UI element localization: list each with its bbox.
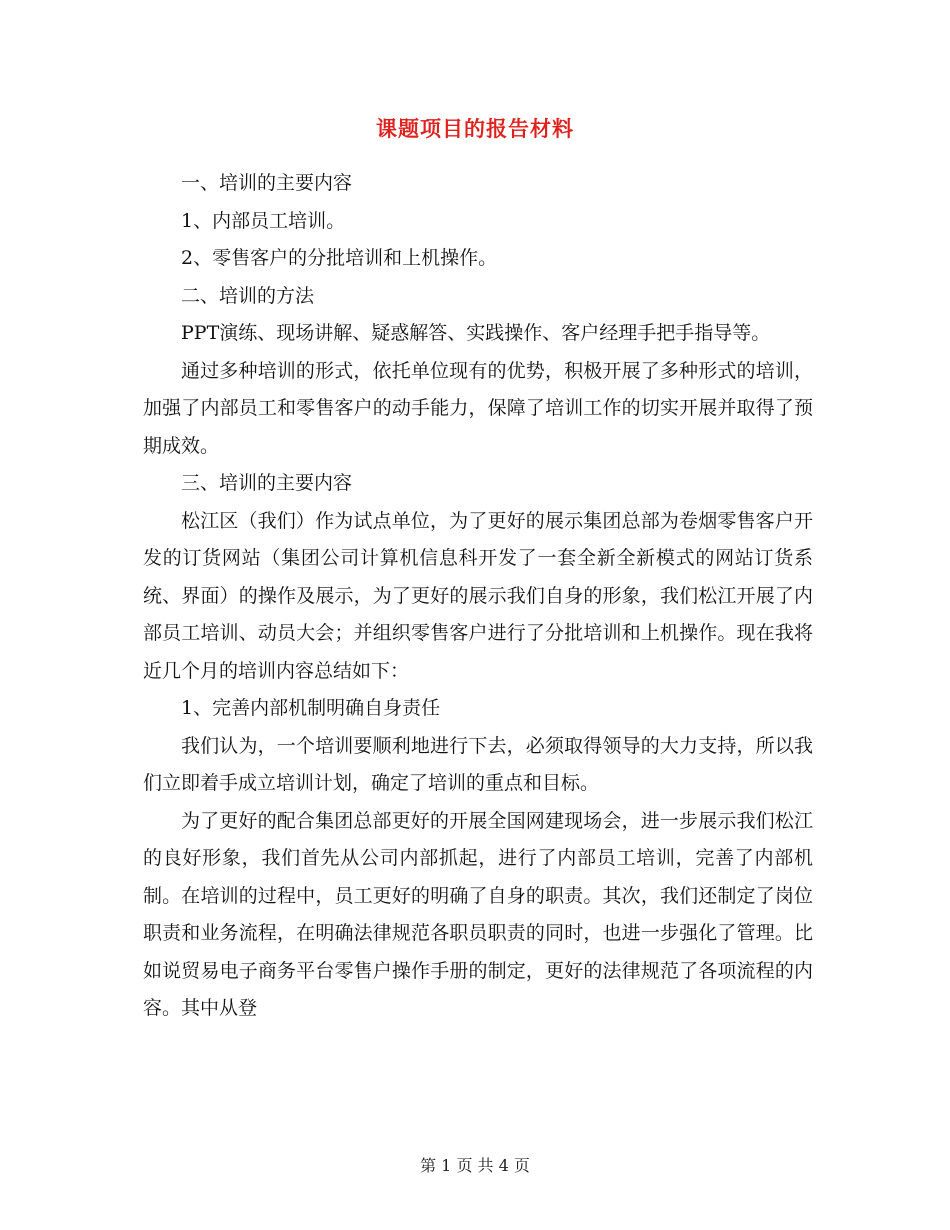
paragraph: PPT演练、现场讲解、疑惑解答、实践操作、客户经理手把手指导等。 (181, 322, 771, 344)
page-footer: 第 1 页 共 4 页 (420, 1156, 530, 1175)
list-item: 1、内部员工培训。 (181, 209, 346, 232)
document-title: 课题项目的报告材料 (376, 116, 574, 141)
paragraph: 松江区（我们）作为试点单位，为了更好的展示集团总部为卷烟零售客户开发的订货网站（集团公司计算机信息科开发了一套全新全新模式的网站订货系统、界面）的操作及展示，为了更好的展示我们自身的形象，我们松江开展了内部员工培训、动员大会；并组织零售客户进行了分批培训和上机操作。现在我将近几个月的培训内容总结如下： (143, 509, 813, 682)
subsection-heading: 1、完善内部机制明确自身责任 (181, 697, 441, 719)
section-heading-1: 一、培训的主要内容 (181, 172, 353, 194)
paragraph: 通过多种培训的形式，依托单位现有的优势，积极开展了多种形式的培训，加强了内部员工和零售客户的动手能力，保障了培训工作的切实开展并取得了预期成效。 (143, 359, 813, 457)
paragraph: 为了更好的配合集团总部更好的开展全国网建现场会，进一步展示我们松江的良好形象，我们首先从公司内部抓起，进行了内部员工培训，完善了内部机制。在培训的过程中，员工更好的明确了自身的职责。其次，我们还制定了岗位职责和业务流程，在明确法律规范各职员职责的同时，也进一步强化了管理。比如说贸易电子商务平台零售户操作手册的制定，更好的法律规范了各项流程的内容。其中从登 (143, 809, 813, 1019)
section-heading-2: 二、培训的方法 (181, 284, 315, 307)
list-item: 2、零售客户的分批培训和上机操作。 (181, 247, 498, 269)
paragraph: 我们认为，一个培训要顺利地进行下去，必须取得领导的大力支持，所以我们立即着手成立培训计划，确定了培训的重点和目标。 (143, 734, 813, 794)
section-heading-3: 三、培训的主要内容 (181, 472, 353, 494)
document-body (143, 165, 813, 1028)
